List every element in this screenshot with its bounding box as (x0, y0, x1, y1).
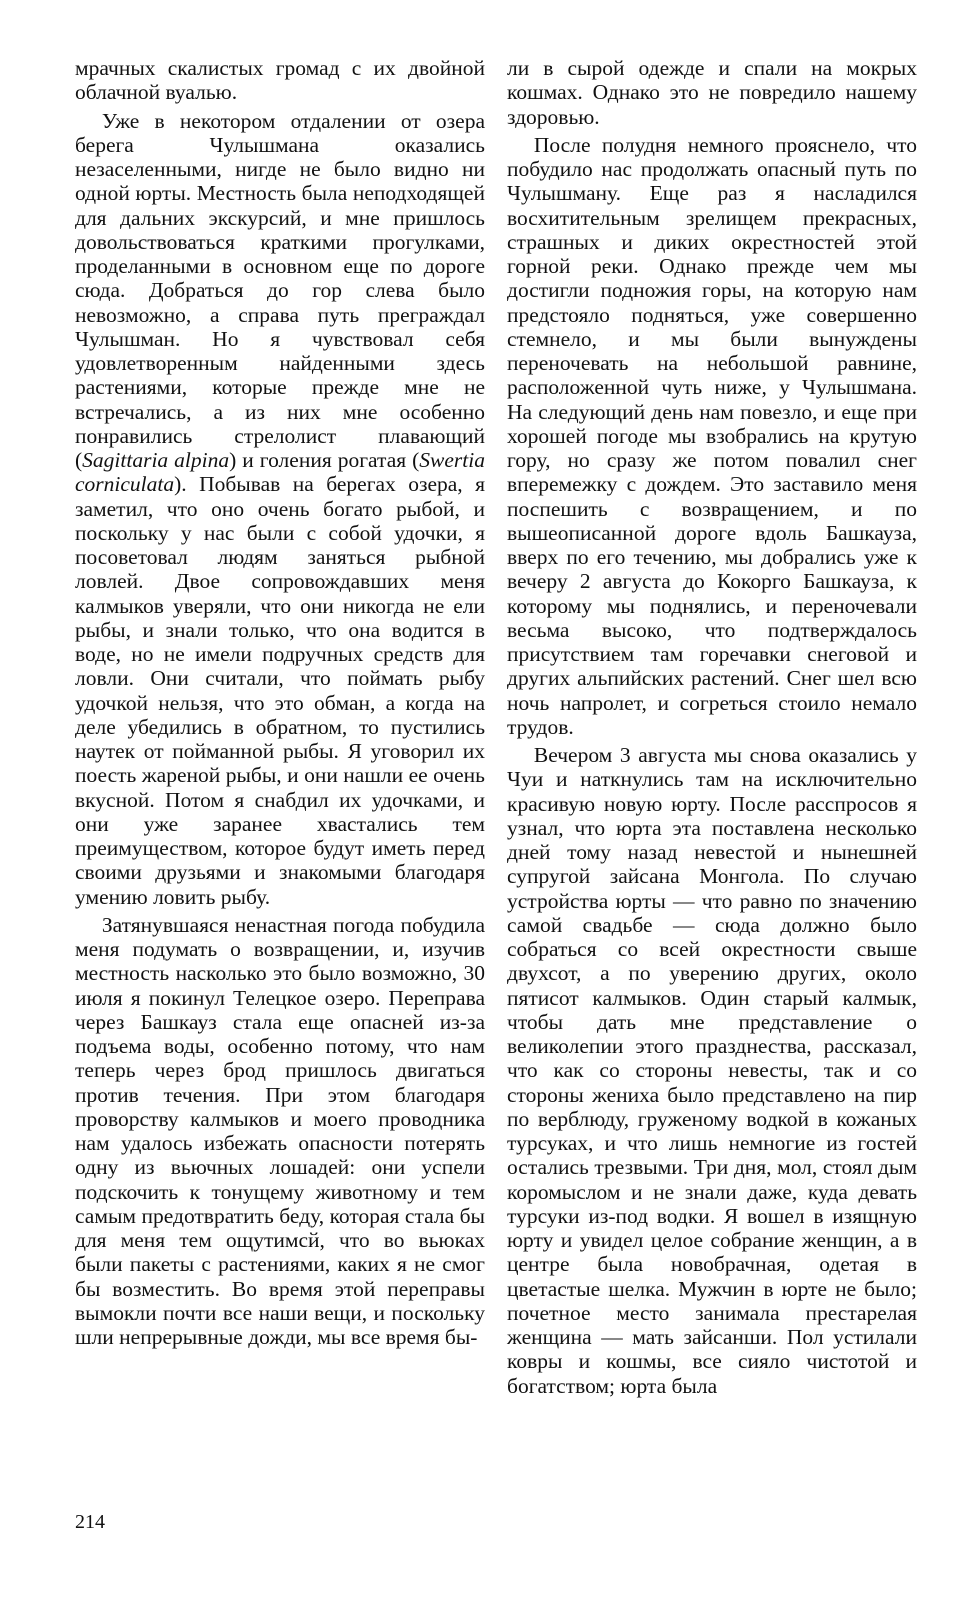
paragraph: мрачных скалистых громад с их двойной облачной вуалью. (75, 56, 485, 105)
right-column (507, 56, 917, 1402)
page-number: 214 (75, 1511, 105, 1533)
paragraph: ли в сырой одежде и спали на мокрых кошмах. Однако это не повредило нашему здоровью. (507, 56, 917, 129)
paragraph: Уже в некотором отдалении от озера берега Чулышмана оказались незаселенными, нигде не было видно ни одной юрты. Местность была неподходящей для дальних экскурсий, и мне пришлось довольствоваться краткими прогулками, проделанными в основном еще по дороге сюда. Добраться до гор слева было невозможно, а справа путь преграждал Чулышман. Но я чувствовал себя удовлетворенным найденными здесь растениями, которые прежде мне не встречались, а из них мне особенно понравились стрелолист плавающий (Sagittaria alpina) и голения рогатая (Swertia corniculata). Побывав на берегах озера, я заметил, что оно очень богато рыбой, и поскольку у нас были с собой удочки, я посоветовал людям заняться рыбной ловлей. Двое сопровождавших меня калмыков уверяли, что они никогда не ели рыбы, и знали только, что она водится в воде, но не имели подручных средств для ловли. Они считали, что поймать рыбу удочкой нельзя, что это обман, а когда на деле убедились в обратном, то пустились наутек от пойманной рыбы. Я уговорил их поесть жареной рыбы, и они нашли ее очень вкусной. Потом я снабдил их удочками, и они уже заранее хвастались тем преимуществом, которое будут иметь перед своими друзьями и знакомыми благодаря умению ловить рыбу. (75, 108, 485, 909)
left-column (75, 56, 485, 1353)
paragraph: Затянувшаяся ненастная погода побудила меня подумать о возвращении, и, изучив местность насколько это было возможно, 30 июля я покинул Телецкое озеро. Переправа через Башкауз стала еще опасней из-за подъема воды, особенно потому, что нам теперь через брод пришлось двигаться против течения. При этом благодаря проворству калмыков и моего проводника нам удалось избежать опасности потерять одну из вьючных лошадей: они успели подскочить к тонущему животному и тем самым предотвратить беду, которая стала бы для меня тем ощутимсй, что во вьюках были пакеты с растениями, каких я не смог бы возместить. Во время этой переправы вымокли почти все наши вещи, и поскольку шли непрерывные дожди, мы все время бы- (75, 912, 485, 1349)
latin-name: Swertia corniculata (75, 448, 485, 497)
paragraph: Вечером 3 августа мы снова оказались у Чуи и наткнулись там на исключительно красивую новую юрту. После расспросов я узнал, что юрта эта поставлена несколько дней тому назад невестой и нынешней супругой зайсана Монгола. По случаю устройства юрты — что равно по значению самой свадьбе — сюда должно было собраться со всей окрестности свыше двухсот, а по уверению других, около пятисот калмыков. Один старый калмык, чтобы дать мне представление о великолепии этого празднества, рассказал, что как со стороны невесты, так и со стороны жениха было представлено на пир по верблюду, груженому водкой в кожаных турсуках, и что лишь немногие из гостей остались трезвыми. Три дня, мол, стоял дым коромыслом и не знали даже, куда девать турсуки из-под водки. Я вошел в изящную юрту и увидел целое собрание женщин, а в центре была новобрачная, одетая в цветастые шелка. Мужчин в юрте не было; почетное место занимала престарелая женщина — мать зайсанши. Пол устилали ковры и кошмы, все сияло чистотой и богатством; юрта была (507, 743, 917, 1398)
paragraph: После полудня немного прояснело, что побудило нас продолжать опасный путь по Чулышману. Еще раз я насладился восхитительным зрелищем прекрасных, страшных и диких окрестностей этой горной реки. Однако прежде чем мы достигли подножия горы, на которую нам предстояло подняться, уже совершенно стемнело, и мы были вынуждены переночевать на небольшой равнине, расположенной чуть ниже, у Чулышмана. На следующий день нам повезло, и еще при хорошей погоде мы взобрались на крутую гору, но сразу же потом повалил снег вперемежку с дождем. Это заставило меня поспешить с возвращением, и по вышеописанной дороге вдоль Башкауза, вверх по его течению, мы добрались уже к вечеру 2 августа до Кокорго Башкауза, к которому мы поднялись, и переночевали весьма высоко, что подтверждалось присутствием там горечавки снеговой и других альпийских растений. Снег шел всю ночь напролет, и согреться стоило немало трудов. (507, 132, 917, 739)
latin-name: Sagittaria alpina (82, 448, 230, 472)
